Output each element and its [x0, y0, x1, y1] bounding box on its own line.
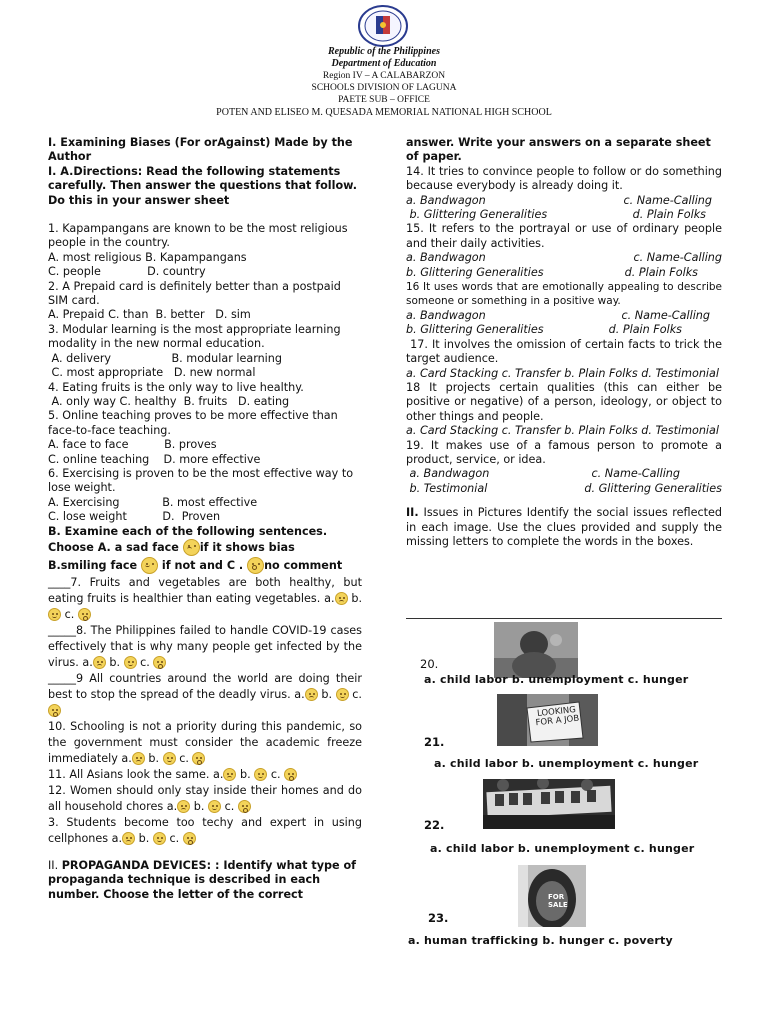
question-13: 3. Students become too techy and expert in using cellphones a. b. c.: [48, 815, 362, 845]
no-comment-face-icon: [48, 704, 61, 717]
question-9: _____9 All countries around the world are doing their best to stop the spread of the deadly virus. a. b. c.: [48, 671, 362, 719]
question-17: 17. It involves the omission of certain facts to trick the target audience.: [406, 337, 726, 366]
section-2-continued: answer. Write your answers on a separate sheet of paper.: [406, 136, 711, 164]
right-column: [406, 136, 726, 549]
question-3-options-ab: A. delivery B. modular learning: [48, 351, 282, 365]
sad-face-icon: [335, 592, 348, 605]
sad-face-icon: [223, 768, 236, 781]
smiling-face-icon: [163, 752, 176, 765]
header-department: Department of Education: [331, 58, 437, 69]
question-14: 14. It tries to convince people to follow or do something because everybody is already doing it.: [406, 164, 722, 193]
smiling-face-icon: [153, 832, 166, 845]
question-1-options-ab: A. most religious B. Kapampangans: [48, 250, 247, 264]
question-16-options-bd: b. Glittering Generalities d. Plain Folks: [406, 323, 682, 337]
question-15-options-bd: b. Glittering Generalities d. Plain Folks: [406, 265, 698, 279]
section-b-title: B. Examine each of the following sentences.: [48, 524, 328, 538]
child-labor-photo: [494, 622, 578, 678]
no-comment-face-icon: [183, 832, 196, 845]
for-sale-text: FOR SALE: [548, 893, 568, 909]
question-17-options: a. Card Stacking c. Transfer b. Plain Folks d. Testimonial: [406, 366, 720, 380]
smiling-face-icon: [336, 688, 349, 701]
no-comment-face-icon: [238, 800, 251, 813]
question-11: 11. All Asians look the same. a. b. c.: [48, 767, 362, 783]
human-trafficking-photo: [518, 865, 586, 927]
section-2-issues-in-pictures: II. Issues in Pictures Identify the social issues reflected in each image. Use the clues provided and supply the missing letters to complete the words in the boxes.: [406, 506, 722, 548]
question-4: 4. Eating fruits is the only way to live healthy.: [48, 380, 304, 394]
item-22-choices: a. child labor b. unemployment c. hunger: [430, 842, 695, 855]
header-republic: Republic of the Philippines: [328, 46, 440, 57]
question-19-options-ac: a. Bandwagon c. Name-Calling: [406, 467, 680, 481]
question-6: 6. Exercising is proven to be the most effective way to lose weight.: [48, 466, 354, 495]
question-15-options-ac: a. Bandwagon c. Name-Calling: [406, 251, 722, 265]
looking-for-job-photo: [497, 694, 598, 746]
question-5: 5. Online teaching proves to be more effective than face-to-face teaching.: [48, 409, 338, 437]
question-18-options: a. Card Stacking c. Transfer b. Plain Folks d. Testimonial: [406, 424, 720, 438]
left-column: [48, 136, 362, 902]
sad-face-icon: [177, 800, 190, 813]
hunger-protest-photo: [483, 779, 615, 829]
no-comment-face-icon: [78, 608, 91, 621]
item-number-21: 21.: [424, 735, 445, 749]
sad-face-icon: [93, 656, 106, 669]
question-14-options-bd: b. Glittering Generalities d. Plain Folks: [406, 208, 706, 222]
smiling-face-icon: [124, 656, 137, 669]
header-division: SCHOOLS DIVISION OF LAGUNA: [311, 83, 457, 93]
deped-seal-logo: [352, 4, 414, 48]
sad-face-icon: [183, 539, 200, 556]
job-sign-text: LOOKING FOR A JOB: [535, 705, 580, 729]
question-6-options-ab: A. Exercising B. most effective: [48, 495, 258, 509]
item-number-20: 20.: [420, 657, 439, 671]
section-2-propaganda-title: II. PROPAGANDA DEVICES: : Identify what type of propaganda technique is described in each number. Choose the letter of the correct: [48, 858, 357, 901]
directions-a: I. A.Directions: Read the following statements carefully. Then answer the questions that follow. Do this in your answer sheet: [48, 164, 358, 207]
question-14-options-ac: a. Bandwagon c. Name-Calling: [406, 193, 712, 207]
question-15: 15. It refers to the portrayal or use of ordinary people and their daily activities.: [406, 222, 722, 250]
question-5-options-cd: C. online teaching D. more effective: [48, 452, 261, 466]
no-comment-face-icon: [284, 768, 297, 781]
item-21-choices: a. child labor b. unemployment c. hunger: [434, 757, 699, 770]
no-comment-face-icon: [247, 557, 264, 574]
question-2-options: A. Prepaid C. than B. better D. sim: [48, 308, 251, 322]
question-16-options-ac: a. Bandwagon c. Name-Calling: [406, 308, 710, 322]
question-6-options-cd: C. lose weight D. Proven: [48, 510, 221, 524]
sad-face-icon: [132, 752, 145, 765]
question-10: 10. Schooling is not a priority during this pandemic, so the government must consider the academic freeze immediately a. b. c.: [48, 719, 362, 765]
item-23-choices: a. human trafficking b. hunger c. poverty: [408, 934, 673, 947]
question-8: _____8. The Philippines failed to handle COVID-19 cases effectively that is why many people get infected by the virus. a. b. c.: [48, 623, 362, 669]
smiling-face-icon: [48, 608, 61, 621]
question-18: 18 It projects certain qualities (this can either be positive or negative) of a person, ideology, or object to other things and people.: [406, 380, 722, 423]
sad-face-icon: [122, 832, 135, 845]
smiling-face-icon: [141, 557, 158, 574]
question-1: 1. Kapampangans are known to be the most religious people in the country.: [48, 222, 348, 250]
header-school: POTEN AND ELISEO M. QUESADA MEMORIAL NATIONAL HIGH SCHOOL: [216, 107, 552, 118]
header-office: PAETE SUB – OFFICE: [338, 95, 430, 105]
question-4-options: A. only way C. healthy B. fruits D. eating: [48, 394, 290, 408]
no-comment-face-icon: [153, 656, 166, 669]
section-b-instructions: Choose A. a sad face if it shows bias B.smiling face if not and C . no comment: [48, 539, 362, 575]
question-7: ____7. Fruits and vegetables are both healthy, but eating fruits is healthier than eating vegetables. a. b. c.: [48, 575, 363, 621]
header-region: Region IV – A CALABARZON: [322, 71, 446, 81]
question-3-options-cd: C. most appropriate D. new normal: [48, 366, 256, 380]
question-19: 19. It makes use of a famous person to promote a product, service, or idea.: [406, 438, 722, 466]
question-2: 2. A Prepaid card is definitely better than a postpaid SIM card.: [48, 279, 341, 308]
smiling-face-icon: [208, 800, 221, 813]
item-20-choices: a. child labor b. unemployment c. hunger: [424, 673, 689, 686]
sad-face-icon: [305, 688, 318, 701]
question-5-options-ab: A. face to face B. proves: [48, 438, 217, 452]
item-number-22: 22.: [424, 818, 445, 832]
item-number-23: 23.: [428, 911, 449, 925]
question-3: 3. Modular learning is the most appropriate learning modality in the new normal education.: [48, 322, 341, 351]
section-divider-line: [406, 618, 722, 619]
question-12: 12. Women should only stay inside their homes and do all household chores a. b. c.: [48, 783, 362, 813]
no-comment-face-icon: [192, 752, 205, 765]
smiling-face-icon: [254, 768, 267, 781]
question-1-options-cd: C. people D. country: [48, 265, 206, 279]
question-16: 16 It uses words that are emotionally appealing to describe someone or something in a positive way.: [406, 281, 722, 308]
question-19-options-bd: b. Testimonial d. Glittering Generalities: [406, 481, 722, 495]
section-1-title: I. Examining Biases (For orAgainst) Made by the Author: [48, 136, 353, 164]
